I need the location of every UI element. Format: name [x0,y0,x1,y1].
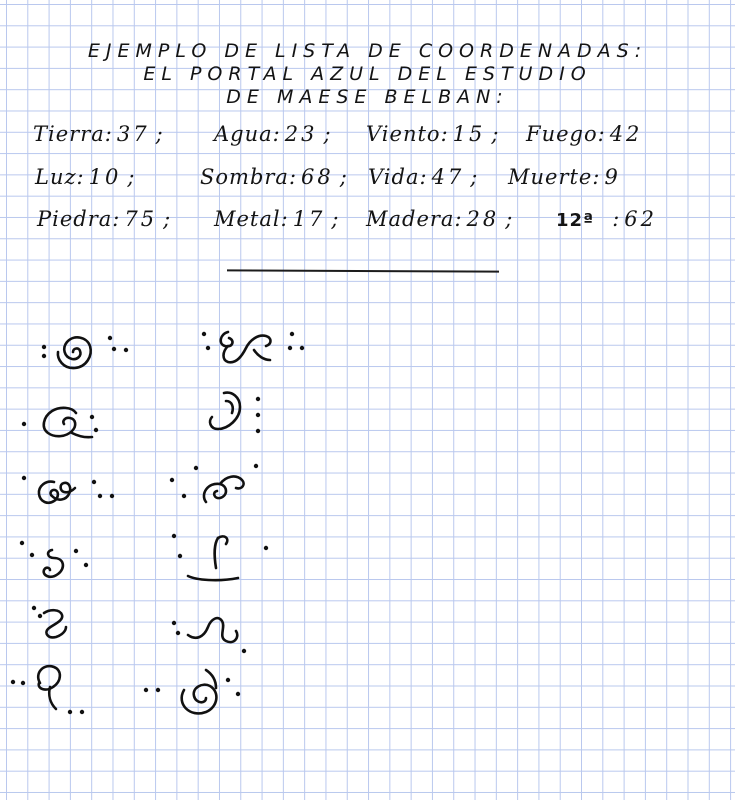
coordinate-name: Viento [366,122,441,146]
coordinate-name: Piedra [37,207,113,231]
coordinate-name: Metal [214,207,281,231]
coordinate-row-1 [0,122,735,162]
coordinate-entry: Viento: 15 ; [366,122,500,146]
wave-glyph-icon [166,605,276,665]
title-line-3: DE MAESE BELBAN: [226,86,509,108]
spiral-tail-glyph-icon [162,458,272,518]
spiral-glyph-icon [30,322,140,382]
coordinate-entry: Vida: 47 ; [368,165,479,189]
s-hook-glyph-icon [14,535,104,595]
coordinate-separator: ; [470,165,479,189]
coordinate-value: 10 [88,165,122,189]
coordinate-value: 68 [301,165,334,189]
coordinate-separator: ; [155,122,164,146]
coordinate-name: Vida [368,165,420,189]
coordinate-entry: Tierra: 37 ; [33,122,164,146]
coordinate-name: Fuego [526,122,598,146]
coordinate-value: 28 [466,207,500,231]
coordinate-separator: ; [127,165,136,189]
coordinate-value: 75 [124,207,158,231]
coordinate-entry: Muerte: 9 [508,165,621,189]
coordinate-separator: ; [323,122,332,146]
coordinate-value: 47 [431,165,465,189]
title-line-1: EJEMPLO DE LISTA DE COORDENADAS: [87,40,648,62]
coordinate-value: 23 [284,122,318,146]
coordinate-entry: Fuego: 42 [526,122,643,146]
coordinate-value: 15 [452,122,486,146]
coordinate-entry: Sombra: 68 ; [200,165,348,189]
hook-glyph-icon [6,655,106,720]
divider-line [227,269,499,272]
document-title [0,40,735,109]
coordinate-separator: ; [331,207,340,231]
coordinate-entry: Piedra: 75 ; [37,207,172,231]
snake-glyph-icon [26,600,106,655]
coordinate-name: Madera [366,207,455,231]
wave-curl-glyph-icon [196,385,286,445]
coordinate-entry: Metal: 17 ; [214,207,340,231]
coordinate-value: 42 [609,122,643,146]
coordinate-name: Muerte [508,165,593,189]
coordinate-entry: 12ª : 62 [556,207,658,231]
curl-glyph-icon [18,393,118,453]
coordinate-value: 9 [604,165,621,189]
coordinate-name: Tierra [33,122,105,146]
coordinate-row-3 [0,207,735,247]
coordinate-value: 62 [624,207,658,231]
coordinate-name: Luz [35,165,77,189]
double-loop-glyph-icon [16,470,126,520]
twin-curl-glyph-icon [196,320,316,380]
title-line-2: EL PORTAL AZUL DEL ESTUDIO [143,63,592,85]
coordinate-name: Sombra [200,165,289,189]
coordinate-entry: Luz: 10 ; [35,165,136,189]
lamp-glyph-icon [166,528,276,588]
coordinate-value: 17 [292,207,326,231]
coordinate-name: 12ª [556,210,595,231]
coordinate-separator: ; [339,165,348,189]
shell-glyph-icon [140,660,260,725]
coordinate-entry: Agua: 23 ; [214,122,332,146]
coordinate-name: Agua [214,122,273,146]
coordinate-row-2 [0,165,735,205]
coordinate-entry: Madera: 28 ; [366,207,514,231]
coordinate-value: 37 [116,122,150,146]
coordinate-separator: ; [505,207,514,231]
coordinate-separator: ; [491,122,500,146]
coordinate-separator: ; [163,207,172,231]
